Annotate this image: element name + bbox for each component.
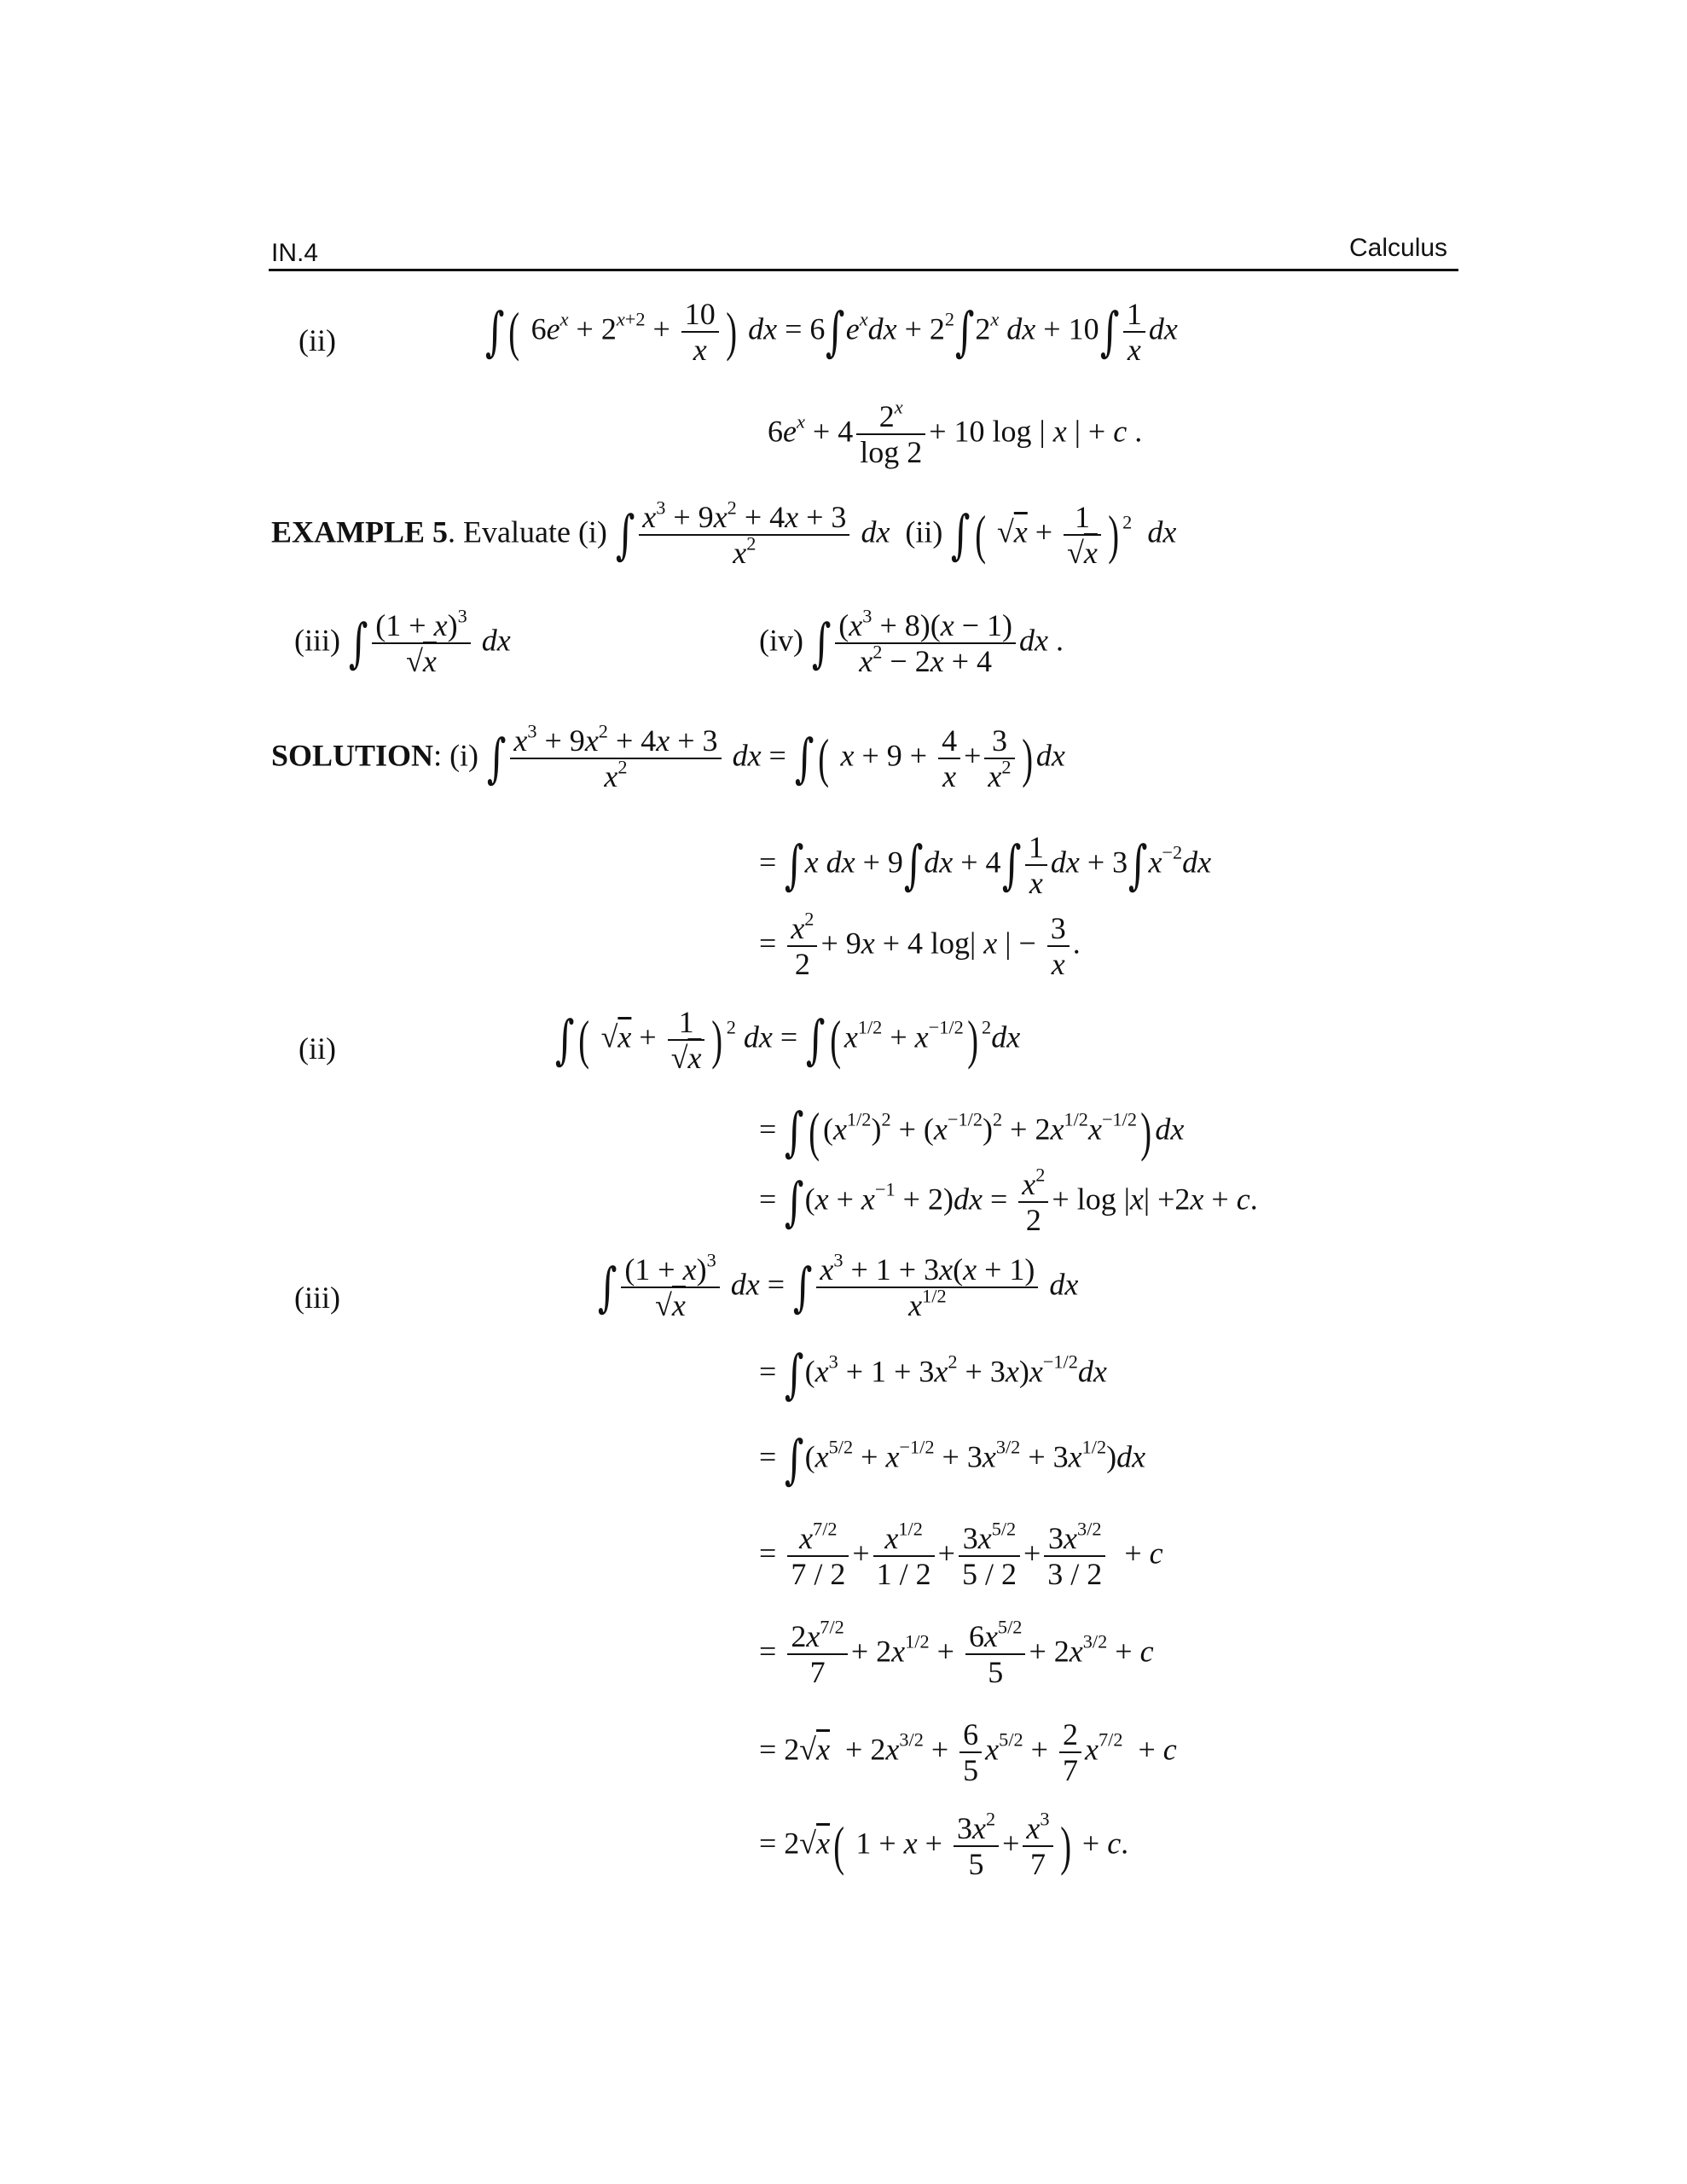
section-title: Calculus [1349,234,1448,262]
fraction: $\frac{3}{x^2}$ [984,725,1014,792]
solution-i-line2: = ∫x dx + 9∫dx + 4∫ $\frac{1}{x}$ dx + $3\int x^{-2}dx$ [759,830,1212,900]
solution-i-line3: = $\frac{x^2}{2}$ + 9x + 4 log| x | − $\frac{3}{x}$ . [759,908,1081,981]
example-5-line2: (iii) ∫ $\frac{(1 + x)^3}{√x}$ dx [294,605,511,678]
solution-iii-line5: = $\frac{2x^{7/2}}{7}$ + $2x^{1/2}$ + $\frac{6x^{5/2}}{5}$ + $2x^{3/2} + c$ [759,1616,1154,1689]
fraction: $\frac{x^2}{2}$ [1018,1169,1048,1235]
fraction: $\frac{x^3 + 1 + 3x(x + 1)}{x^{1/2}}$ [816,1254,1038,1321]
example-5-line2-iv: (iv) ∫ $\frac{(x^3 + 8)(x - 1)}{x^2 - 2x + 4}$ dx . [759,605,1064,678]
fraction: $\frac{(1 + x)^3}{√x}$ [372,610,470,677]
fraction: $\frac{x^{7/2}}{7 / 2}$ [787,1523,849,1589]
fraction: $\frac{x^3}{7}$ [1023,1813,1052,1879]
fraction: $\frac{x^2}{2}$ [787,913,817,979]
part-ii-label: (ii) [299,323,336,357]
solution-ii-label: (ii) [299,1031,336,1066]
equation-ii-line2: $6e^x + 4$ $\frac{2^x}{\log 2}$ + 10 log | x | + c . [768,396,1143,469]
equation-ii-line1: ∫( $6e^x + 2^{x+2}$ + $\frac{10}{x}$ ) dx = $6\int e^xdx + 2^2\int 2^x$ dx + 10∫ $\frac{1}{x}$ dx [484,297,1178,367]
solution-iii-line2: = $\int(x^3 + 1 + 3x^2 + 3x)x^{-1/2}dx$ [759,1343,1107,1405]
header-rule [269,269,1458,271]
fraction: $\frac{x^3 + 9x^2 + 4x + 3}{x^2}$ [639,502,849,568]
solution-iii-line6: = $2√x + 2x^{3/2}$ + $\frac{6}{5}$ $x^{5/2}$ + $\frac{2}{7}$ $x^{7/2} + c$ [759,1717,1177,1787]
fraction: $\frac{6}{5}$ [959,1719,982,1786]
fraction: $\frac{4}{x}$ [938,725,960,792]
fraction: $\frac{x^{1/2}}{1 / 2}$ [873,1523,935,1589]
page-id: IN.4 [271,239,319,267]
solution-iii-line1: ∫ $\frac{(1 + x)^3}{√x}$ dx = ∫ $\frac{x^3 + 1 + 3x(x + 1)}{x^{1/2}}$ dx [597,1249,1079,1322]
fraction: $\frac{3x^{5/2}}{5 / 2}$ [959,1523,1020,1589]
fraction: $\frac{2x^{7/2}}{7}$ [787,1621,848,1687]
fraction: $\frac{3x^{3/2}}{3 / 2}$ [1044,1523,1105,1589]
solution-iii-line4: = $\frac{x^{7/2}}{7 / 2}$ + $\frac{x^{1/2}}{1 / 2}$ + $\frac{3x^{5/2}}{5 / 2}$ + $\frac{3x^{3/2}}{3 / 2}$ + c [759,1518,1163,1591]
fraction: $\frac{2^x}{\log 2}$ [856,401,925,468]
example-5-line1: EXAMPLE 5. Evaluate (i) ∫ $\frac{x^3 + 9x^2 + 4x + 3}{x^2}$ dx (ii) ∫( √x + $\frac{1}{√x}$ ) $^2$ dx [271,497,1177,570]
solution-iii-line7: = 2√x( 1 + x + $\frac{3x^2}{5}$ + $\frac{x^3}{7}$ ) + c. [759,1808,1129,1881]
fraction: $\frac{(x^3 + 8)(x - 1)}{x^2 - 2x + 4}$ [835,610,1016,677]
fraction: $\frac{3x^2}{5}$ [954,1813,999,1879]
fraction: $\frac{6x^{5/2}}{5}$ [965,1621,1026,1687]
fraction: $\frac{10}{x}$ [681,299,719,365]
fraction: $\frac{2}{7}$ [1059,1719,1081,1786]
fraction: $\frac{1}{√x}$ [1064,502,1101,568]
fraction: $\frac{1}{x}$ [1025,832,1047,898]
solution-ii-line3: = $\int(x + x^{-1} + 2)dx$ = $\frac{x^2}{2}$ + log |x| +2x + c. [759,1164,1258,1237]
fraction: $\frac{1}{x}$ [1123,299,1145,365]
solution-ii-line1: ∫( √x + $\frac{1}{√x}$ ) $^2$ dx = ∫( $x^{1/2} + x^{-1/2}$) $^2$dx [554,1005,1021,1075]
solution-i-line1: SOLUTION: (i) ∫ $\frac{x^3 + 9x^2 + 4x + 3}{x^2}$ dx = ∫( x + 9 + $\frac{4}{x}$ + $\frac{3}{x^2}$ ) dx [271,720,1065,793]
fraction: $\frac{1}{√x}$ [668,1007,705,1073]
fraction: $\frac{x^3 + 9x^2 + 4x + 3}{x^2}$ [510,725,721,792]
fraction: $\frac{3}{x}$ [1047,913,1070,979]
solution-iii-label: (iii) [294,1281,340,1315]
solution-ii-line2: = ∫( $(x^{1/2})^2 + (x^{-1/2})^2 + 2x^{1/2}x^{-1/2}$) dx [759,1101,1185,1163]
fraction: $\frac{(1 + x)^3}{√x}$ [621,1254,719,1321]
solution-iii-line3: = $\int(x^{5/2} + x^{-1/2} + 3x^{3/2} + 3x^{1/2})dx$ [759,1428,1146,1490]
